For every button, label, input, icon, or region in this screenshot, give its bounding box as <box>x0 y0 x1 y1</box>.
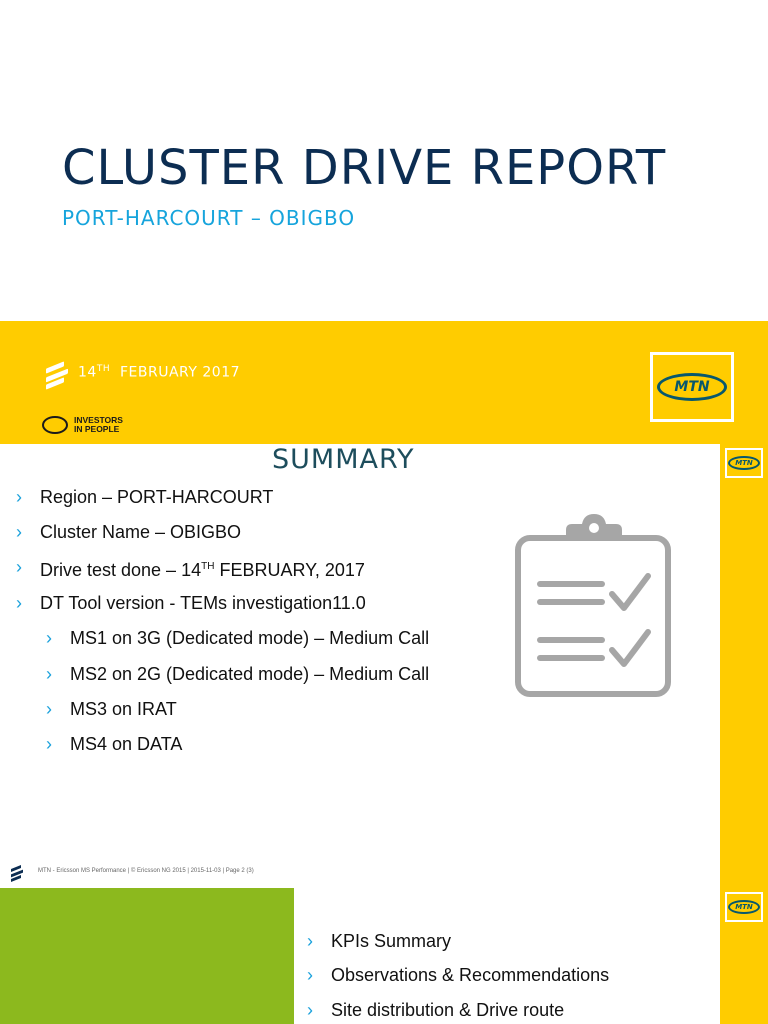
mtn-logo <box>650 352 734 422</box>
agenda-item-site-distribution: › Site distribution & Drive route <box>307 1000 565 1020</box>
bullet-region: › Region – PORT-HARCOURT <box>16 487 274 507</box>
bullet-chevron-icon: › <box>46 734 52 754</box>
ericsson-logo-icon <box>46 362 68 388</box>
bullet-chevron-icon: › <box>16 557 22 577</box>
summary-heading: SUMMARY <box>272 444 415 475</box>
slide-footer: MTN - Ericsson MS Performance | © Ericsson NG 2015 | 2015-11-03 | Page 2 (3) <box>38 868 254 874</box>
report-subtitle: PORT-HARCOURT – OBIGBO <box>62 206 356 230</box>
bullet-chevron-icon: › <box>16 522 22 542</box>
mtn-logo-icon: MTN <box>728 900 760 914</box>
investors-in-people-icon <box>42 416 68 434</box>
sub-bullet-ms4: › MS4 on DATA <box>46 734 183 754</box>
bullet-dt-tool: › DT Tool version - TEMs investigation11.0 <box>16 593 366 613</box>
mtn-logo-small <box>725 448 763 478</box>
bullet-drive-test-date: › Drive test done – 14TH FEBRUARY, 2017 <box>16 557 365 580</box>
sub-bullet-ms3: › MS3 on IRAT <box>46 699 177 719</box>
bullet-chevron-icon: › <box>307 931 313 951</box>
clipboard-checklist-icon <box>514 512 674 700</box>
agenda-item-kpis: › KPIs Summary <box>307 931 452 951</box>
mtn-logo-icon: MTN <box>657 373 727 401</box>
agenda-item-observations: › Observations & Recommendations <box>307 965 610 985</box>
bullet-chevron-icon: › <box>307 1000 313 1020</box>
sub-bullet-ms2: › MS2 on 2G (Dedicated mode) – Medium Call <box>46 664 430 684</box>
bullet-chevron-icon: › <box>46 628 52 648</box>
investors-in-people-logo: INVESTORS IN PEOPLE <box>42 414 123 436</box>
bullet-chevron-icon: › <box>16 593 22 613</box>
bullet-cluster-name: › Cluster Name – OBIGBO <box>16 522 242 542</box>
bullet-chevron-icon: › <box>46 664 52 684</box>
bullet-chevron-icon: › <box>46 699 52 719</box>
bullet-chevron-icon: › <box>307 965 313 985</box>
bullet-chevron-icon: › <box>16 487 22 507</box>
mtn-logo-icon: MTN <box>728 456 760 470</box>
green-block <box>0 888 294 1024</box>
report-title: CLUSTER DRIVE REPORT <box>62 140 667 196</box>
yellow-sidebar <box>720 444 768 1024</box>
mtn-logo-small-2 <box>725 892 763 922</box>
sub-bullet-ms1: › MS1 on 3G (Dedicated mode) – Medium Call <box>46 628 430 648</box>
ericsson-footer-icon <box>11 866 23 880</box>
report-date: 14TH FEBRUARY 2017 <box>78 364 241 381</box>
